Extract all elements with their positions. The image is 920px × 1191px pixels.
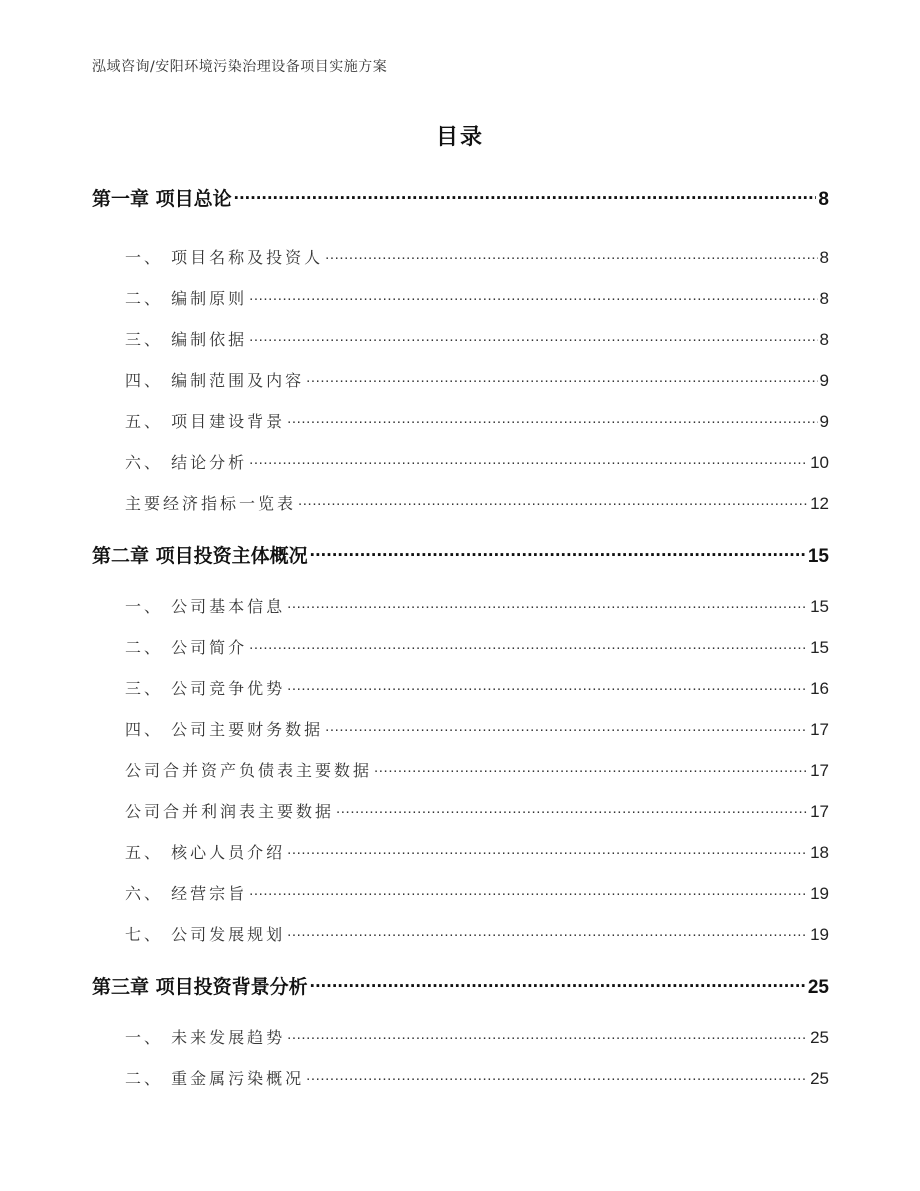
toc-page-number: 9 [819,371,829,390]
toc-page-number: 18 [810,843,829,862]
dot-leader [249,883,808,899]
toc-entry-label: 七、 公司发展规划 [125,925,286,944]
toc-entry-label: 三、 公司竞争优势 [125,679,286,698]
dot-leader [374,760,808,776]
dot-leader [310,543,806,562]
toc-entry-label: 六、 经营宗旨 [125,884,248,903]
toc-entry-label: 一、 项目名称及投资人 [125,248,324,267]
dot-leader [249,637,808,653]
toc-entry-label: 一、 公司基本信息 [125,597,286,616]
toc-entry-label: 公司合并利润表主要数据 [125,802,335,821]
toc-section-entry[interactable] [125,245,829,268]
dot-leader [249,288,817,304]
toc-section-entry[interactable] [125,1066,829,1089]
toc-section-entry[interactable] [125,286,829,309]
dot-leader [287,596,808,612]
toc-entry-label: 二、 编制原则 [125,289,248,308]
toc-entry-label: 第一章 项目总论 [92,188,232,210]
toc-entry-label: 四、 编制范围及内容 [125,371,305,390]
toc-page-number: 17 [810,802,829,821]
toc-section-entry[interactable] [125,717,829,740]
toc-entry-label: 四、 公司主要财务数据 [125,720,324,739]
toc-section-entry[interactable] [125,1025,829,1048]
toc-page-number: 16 [810,679,829,698]
toc-section-entry[interactable] [125,409,829,432]
toc-page-number: 8 [819,248,829,267]
toc-page-number: 17 [810,761,829,780]
toc-section-entry[interactable] [125,758,829,781]
toc-page-number: 19 [810,925,829,944]
toc-section-entry[interactable] [125,922,829,945]
toc-entry-label: 公司合并资产负债表主要数据 [125,761,373,780]
toc-section-entry[interactable] [125,368,829,391]
toc-page-number: 9 [819,412,829,431]
toc-entry-label: 主要经济指标一览表 [125,494,297,513]
toc-title: 目录 [435,125,484,150]
toc-page-number: 15 [810,597,829,616]
toc-page-number: 19 [810,884,829,903]
dot-leader [336,801,808,817]
dot-leader [249,329,817,345]
toc-page-number: 8 [819,289,829,308]
toc-page-number: 8 [819,330,829,349]
toc-section-entry[interactable] [125,799,829,822]
toc-page-number: 10 [810,453,829,472]
toc-page-number: 25 [807,977,829,998]
toc-page-number: 12 [810,494,829,513]
toc-entry-label: 三、 编制依据 [125,330,248,349]
toc-chapter-entry[interactable] [92,184,829,211]
dot-leader [325,247,817,263]
dot-leader [287,411,817,427]
toc-section-entry[interactable] [125,881,829,904]
toc-page-number: 25 [810,1069,829,1088]
toc-entry-label: 二、 公司简介 [125,638,248,657]
dot-leader [287,924,808,940]
toc-entry-label: 第三章 项目投资背景分析 [92,976,308,998]
toc-page-number: 15 [807,546,829,567]
toc-section-entry[interactable] [125,840,829,863]
toc-chapter-entry[interactable] [92,541,829,568]
dot-leader [298,493,808,509]
running-header: 泓域咨询/安阳环境污染治理设备项目实施方案 [92,59,388,75]
toc-section-entry[interactable] [125,594,829,617]
toc-entry-label: 六、 结论分析 [125,453,248,472]
toc-section-entry[interactable] [125,676,829,699]
toc-entry-label: 一、 未来发展趋势 [125,1028,286,1047]
toc-entry-label: 第二章 项目投资主体概况 [92,545,308,567]
dot-leader [249,452,808,468]
toc-entry-label: 五、 核心人员介绍 [125,843,286,862]
toc-page-number: 8 [818,189,829,210]
toc-section-entry[interactable] [125,327,829,350]
dot-leader [306,370,817,386]
dot-leader [234,186,817,205]
toc-entry-label: 二、 重金属污染概况 [125,1069,305,1088]
dot-leader [287,842,808,858]
dot-leader [306,1068,808,1084]
toc-page-number: 17 [810,720,829,739]
toc-section-entry[interactable] [125,491,829,514]
dot-leader [325,719,808,735]
toc-chapter-entry[interactable] [92,972,829,999]
dot-leader [287,1027,808,1043]
toc-entry-label: 五、 项目建设背景 [125,412,286,431]
dot-leader [310,974,806,993]
toc-page-number: 25 [810,1028,829,1047]
toc-page-number: 15 [810,638,829,657]
toc-section-entry[interactable] [125,450,829,473]
toc-section-entry[interactable] [125,635,829,658]
dot-leader [287,678,808,694]
